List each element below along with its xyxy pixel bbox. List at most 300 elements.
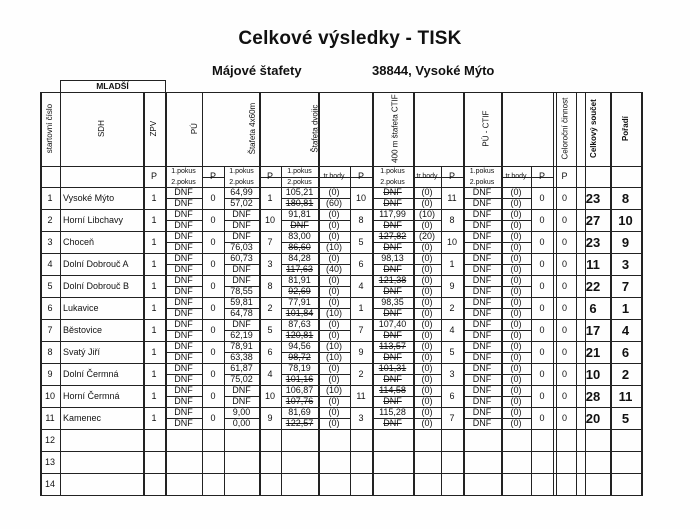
subheader-pokus1: 1.pokus (229, 168, 254, 175)
pu-ctif-attempt1: DNF (472, 209, 492, 219)
pu-ctif-attempt1: DNF (472, 187, 492, 197)
pu-ctif-points: 0 (539, 302, 545, 313)
stafeta4-attempt1: 61,87 (230, 363, 253, 373)
ctif-penalty1: (0) (421, 319, 433, 329)
dvojic-penalty2: (0) (328, 286, 340, 296)
pu-attempt1: DNF (174, 319, 193, 329)
pu-points: 0 (210, 412, 216, 423)
dvojic-attempt1: 105,21 (285, 187, 314, 197)
pu-ctif-penalty2: (0) (510, 198, 522, 208)
dvojic-attempt2: 122,57 (285, 418, 314, 428)
zpv-points: 1 (151, 192, 157, 203)
dvojic-points: 1 (358, 302, 364, 313)
subheader-pokus1: 1.pokus (287, 168, 312, 175)
pu-points: 0 (210, 390, 216, 401)
column-line (641, 92, 643, 496)
row-number: 12 (44, 434, 55, 445)
rank: 9 (621, 234, 630, 250)
dvojic-attempt2: 86,60 (288, 242, 311, 252)
ctif-attempt1: DNF (383, 187, 402, 197)
dvojic-points: 7 (358, 324, 364, 335)
dvojic-penalty2: (10) (325, 352, 342, 362)
subheader-p: P (448, 171, 455, 181)
stafeta4-attempt1: 59,81 (230, 297, 253, 307)
ctif-points: 1 (449, 258, 455, 269)
pu-ctif-points: 0 (539, 324, 545, 335)
row-number: 14 (44, 478, 55, 489)
dvojic-penalty1: (0) (328, 209, 340, 219)
dvojic-attempt2: 120,81 (285, 330, 314, 340)
rank: 8 (621, 190, 630, 206)
ctif-attempt1: 98,13 (381, 253, 404, 263)
ctif-attempt2: DNF (383, 198, 402, 208)
ctif-penalty2: (0) (421, 352, 433, 362)
pu-ctif-points: 0 (539, 192, 545, 203)
ctif-points: 10 (446, 236, 457, 247)
page-title: Celkové výsledky - TISK (238, 28, 462, 49)
pu-attempt1: DNF (174, 187, 193, 197)
pu-attempt2: DNF (174, 198, 193, 208)
pu-ctif-points: 0 (539, 412, 545, 423)
ctif-attempt1: 101,31 (378, 363, 407, 373)
pu-attempt2: DNF (174, 418, 193, 428)
pu-ctif-penalty1: (0) (510, 209, 522, 219)
dvojic-points: 11 (356, 390, 366, 401)
header-zpv (143, 92, 165, 166)
subheader-trbody: tr.body (323, 173, 345, 180)
stafeta4-attempt2: DNF (232, 264, 251, 274)
dvojic-penalty2: (0) (328, 418, 340, 428)
dvojic-attempt2: 101,84 (285, 308, 314, 318)
pu-points: 0 (210, 258, 216, 269)
dvojic-points: 8 (358, 214, 364, 225)
pu-ctif-penalty1: (0) (510, 231, 522, 241)
pu-ctif-points: 0 (539, 346, 545, 357)
pu-ctif-penalty2: (0) (510, 396, 522, 406)
dvojic-penalty1: (0) (328, 231, 340, 241)
subheader-p: P (150, 171, 157, 181)
pu-attempt1: DNF (174, 407, 193, 417)
ctif-points: 11 (447, 192, 457, 203)
rank: 6 (621, 344, 630, 360)
dvojic-attempt1: 77,91 (288, 297, 311, 307)
subheader-p: P (209, 171, 216, 181)
ctif-attempt2: DNF (383, 352, 402, 362)
ctif-penalty1: (0) (421, 253, 433, 263)
dvojic-attempt1: 84,28 (288, 253, 311, 263)
zpv-points: 1 (151, 236, 157, 247)
team-name: Choceň (63, 236, 95, 247)
row-number: 8 (47, 346, 53, 357)
pu-ctif-attempt1: DNF (472, 407, 492, 417)
stafeta4-attempt2: 75,02 (230, 374, 253, 384)
team-name: Vysoké Mýto (63, 192, 115, 203)
stafeta4-attempt2: 62,19 (230, 330, 253, 340)
dvojic-penalty1: (0) (328, 297, 340, 307)
zpv-points: 1 (151, 412, 157, 423)
zpv-points: 1 (151, 324, 157, 335)
total-sum: 20 (585, 410, 601, 426)
dvojic-attempt1: 94,56 (288, 341, 311, 351)
category-top-line (60, 80, 165, 81)
stafeta4-attempt2: 63,38 (230, 352, 253, 362)
pu-attempt2: DNF (174, 264, 193, 274)
stafeta4-attempt1: 64,99 (230, 187, 253, 197)
pu-points: 0 (210, 346, 216, 357)
subheader-p: P (538, 171, 545, 181)
pu-attempt1: DNF (174, 275, 193, 285)
stafeta4-points: 1 (267, 192, 273, 203)
ctif-points: 2 (449, 302, 455, 313)
pu-ctif-attempt1: DNF (472, 275, 492, 285)
stafeta4-attempt2: 57,02 (230, 198, 253, 208)
header-zpv-text: ZPV (149, 121, 159, 137)
rank: 5 (621, 410, 630, 426)
zpv-points: 1 (151, 214, 157, 225)
dvojic-attempt2: DNF (290, 220, 309, 230)
pu-ctif-penalty2: (0) (510, 220, 522, 230)
stafeta4-attempt1: DNF (232, 319, 251, 329)
pu-points: 0 (210, 192, 216, 203)
stafeta4-attempt1: DNF (232, 385, 251, 395)
total-sum: 23 (585, 234, 601, 250)
stafeta4-points: 6 (267, 346, 273, 357)
pu-attempt2: DNF (174, 374, 193, 384)
ctif-penalty2: (0) (421, 396, 433, 406)
row-number: 11 (45, 412, 55, 423)
rank: 7 (621, 278, 630, 294)
row-number: 3 (47, 236, 53, 247)
rank: 1 (621, 300, 630, 316)
pu-ctif-penalty2: (0) (510, 264, 522, 274)
dvojic-attempt1: 78,19 (288, 363, 311, 373)
ctif-attempt2: DNF (383, 396, 402, 406)
header-sdh (60, 92, 143, 166)
zpv-points: 1 (151, 302, 157, 313)
row-number: 9 (47, 368, 53, 379)
pu-ctif-attempt2: DNF (472, 308, 492, 318)
ctif-attempt1: 117,99 (379, 209, 406, 219)
total-sum: 27 (585, 212, 601, 228)
dvojic-attempt2: 98,72 (288, 352, 311, 362)
ctif-attempt1: 127,82 (378, 231, 407, 241)
header-celorocni (553, 92, 576, 166)
dvojic-penalty1: (0) (328, 363, 340, 373)
ctif-penalty1: (0) (421, 341, 433, 351)
dvojic-penalty2: (10) (325, 242, 342, 252)
total-sum: 21 (585, 344, 601, 360)
celorocni-points: 0 (561, 324, 567, 335)
event-name: Májové štafety (212, 63, 302, 78)
row-number: 5 (47, 280, 53, 291)
stafeta4-attempt2: 76,03 (230, 242, 253, 252)
pu-attempt2: DNF (174, 286, 193, 296)
stafeta4-attempt1: 9,00 (232, 407, 251, 417)
ctif-penalty2: (0) (421, 308, 433, 318)
dvojic-attempt2: 107,76 (285, 396, 314, 406)
team-name: Běstovice (63, 324, 103, 335)
pu-ctif-penalty1: (0) (510, 319, 522, 329)
pu-ctif-points: 0 (539, 214, 545, 225)
pu-attempt2: DNF (174, 242, 193, 252)
pu-attempt2: DNF (174, 396, 193, 406)
pu-ctif-attempt1: DNF (472, 253, 492, 263)
pu-ctif-penalty2: (0) (510, 308, 522, 318)
pu-ctif-points: 0 (539, 368, 545, 379)
pu-ctif-attempt2: DNF (472, 352, 492, 362)
pu-ctif-attempt1: DNF (472, 297, 492, 307)
ctif-penalty1: (0) (421, 407, 433, 417)
dvojic-penalty2: (10) (325, 308, 342, 318)
pu-ctif-attempt2: DNF (472, 220, 492, 230)
dvojic-attempt2: 92,69 (288, 286, 311, 296)
event-location: 38844, Vysoké Mýto (372, 63, 495, 78)
pu-ctif-points: 0 (539, 390, 545, 401)
dvojic-points: 2 (358, 368, 364, 379)
subheader-pokus2: 2.pokus (380, 178, 405, 186)
pu-ctif-penalty2: (0) (510, 286, 522, 296)
header-pu-ctif (441, 92, 531, 166)
ctif-attempt1: 98,35 (381, 297, 404, 307)
dvojic-penalty2: (0) (328, 374, 340, 384)
ctif-attempt2: DNF (383, 264, 402, 274)
stafeta4-attempt2: DNF (232, 220, 251, 230)
header-poradi-text: Pořadí (620, 116, 630, 142)
total-sum: 23 (585, 190, 601, 206)
header-soucet (576, 92, 610, 166)
pu-attempt1: DNF (174, 385, 193, 395)
pu-points: 0 (210, 302, 216, 313)
dvojic-points: 4 (358, 280, 364, 291)
team-name: Lukavice (63, 302, 99, 313)
celorocni-points: 0 (561, 236, 567, 247)
pu-ctif-penalty1: (0) (510, 341, 522, 351)
stafeta4-attempt2: 78,55 (230, 286, 253, 296)
ctif-penalty2: (0) (421, 242, 433, 252)
dvojic-attempt1: 81,69 (288, 407, 311, 417)
pu-ctif-penalty2: (0) (510, 418, 522, 428)
team-name: Dolní Dobrouč A (63, 258, 129, 269)
ctif-penalty2: (0) (421, 264, 433, 274)
pu-ctif-attempt2: DNF (472, 330, 492, 340)
total-sum: 6 (589, 300, 597, 316)
header-stafeta-4x60 (224, 92, 281, 166)
pu-ctif-attempt2: DNF (472, 396, 492, 406)
rank: 10 (618, 212, 633, 228)
pu-ctif-attempt2: DNF (472, 264, 492, 274)
subheader-p: P (561, 171, 568, 181)
pu-ctif-points: 0 (539, 258, 545, 269)
pu-points: 0 (210, 214, 216, 225)
header-start-number-text: startovní číslo (45, 104, 55, 154)
stafeta4-points: 3 (267, 258, 273, 269)
pu-attempt1: DNF (174, 209, 193, 219)
rank: 3 (621, 256, 630, 272)
zpv-points: 1 (151, 368, 157, 379)
pu-ctif-attempt2: DNF (472, 242, 492, 252)
celorocni-points: 0 (561, 302, 567, 313)
total-sum: 28 (585, 388, 601, 404)
row-line (40, 429, 641, 430)
category-right-line (165, 80, 166, 92)
celorocni-points: 0 (561, 412, 567, 423)
stafeta4-points: 9 (267, 412, 273, 423)
ctif-attempt2: DNF (383, 418, 402, 428)
dvojic-penalty1: (0) (328, 187, 340, 197)
pu-ctif-attempt1: DNF (472, 231, 492, 241)
pu-ctif-penalty1: (0) (510, 253, 522, 263)
pu-attempt2: DNF (174, 220, 193, 230)
ctif-penalty1: (20) (418, 231, 435, 241)
stafeta4-attempt2: 0,00 (232, 418, 251, 428)
ctif-attempt2: DNF (383, 330, 402, 340)
pu-ctif-attempt1: DNF (472, 385, 492, 395)
subheader-trbody: tr.body (416, 173, 438, 180)
ctif-attempt1: 107,40 (378, 319, 407, 329)
dvojic-attempt1: 91,81 (288, 209, 311, 219)
row-line (40, 451, 641, 452)
subheader-pokus1: 1.pokus (469, 168, 495, 175)
row-number: 10 (44, 390, 55, 401)
dvojic-points: 9 (358, 346, 364, 357)
row-line (40, 473, 641, 474)
row-number: 2 (47, 214, 53, 225)
header-stafeta-dvojic-text: Štafeta dvojic (310, 104, 320, 154)
stafeta4-attempt1: DNF (232, 275, 251, 285)
subheader-pokus1: 1.pokus (380, 168, 405, 175)
pu-attempt2: DNF (174, 308, 193, 318)
stafeta4-attempt2: DNF (232, 396, 251, 406)
ctif-points: 4 (449, 324, 455, 335)
pu-ctif-attempt2: DNF (472, 286, 492, 296)
pu-attempt1: DNF (174, 341, 193, 351)
ctif-penalty1: (10) (418, 209, 435, 219)
ctif-attempt1: 114,58 (379, 385, 406, 395)
ctif-points: 9 (449, 280, 455, 291)
pu-attempt1: DNF (174, 253, 193, 263)
total-sum: 22 (585, 278, 601, 294)
ctif-attempt2: DNF (383, 220, 402, 230)
ctif-attempt2: DNF (383, 374, 402, 384)
row-number: 1 (47, 192, 53, 203)
pu-points: 0 (210, 236, 216, 247)
dvojic-penalty1: (0) (328, 407, 340, 417)
celorocni-points: 0 (561, 258, 567, 269)
dvojic-penalty1: (0) (328, 319, 340, 329)
dvojic-attempt2: 101,16 (285, 374, 314, 384)
team-name: Kamenec (63, 412, 102, 423)
team-name: Dolní Čermná (63, 368, 119, 379)
pu-ctif-penalty2: (0) (510, 374, 522, 384)
rank: 4 (621, 322, 630, 338)
row-number: 7 (47, 324, 53, 335)
stafeta4-attempt1: DNF (232, 209, 251, 219)
dvojic-penalty2: (40) (325, 264, 342, 274)
header-soucet-text: Celkový součet (588, 99, 598, 159)
zpv-points: 1 (151, 258, 157, 269)
team-name: Horní Čermná (63, 390, 120, 401)
ctif-attempt1: 121,38 (378, 275, 407, 285)
celorocni-points: 0 (561, 192, 567, 203)
pu-ctif-penalty2: (0) (510, 352, 522, 362)
dvojic-points: 10 (355, 192, 366, 203)
category-label: MLADŠÍ (96, 80, 129, 91)
pu-attempt1: DNF (174, 231, 193, 241)
pu-points: 0 (210, 280, 216, 291)
pu-attempt1: DNF (174, 297, 193, 307)
stafeta4-points: 10 (264, 214, 275, 225)
dvojic-attempt1: 83,00 (288, 231, 311, 241)
ctif-penalty2: (0) (421, 198, 433, 208)
ctif-points: 5 (449, 346, 455, 357)
subheader-pokus2: 2.pokus (171, 178, 196, 186)
pu-ctif-attempt1: DNF (472, 363, 492, 373)
pu-ctif-penalty1: (0) (510, 275, 522, 285)
table-bottom-line (40, 495, 642, 496)
subheader-pokus2: 2.pokus (469, 178, 495, 186)
celorocni-points: 0 (561, 214, 567, 225)
dvojic-penalty2: (60) (325, 198, 342, 208)
team-name: Horní Libchavy (63, 214, 124, 225)
dvojic-penalty2: (0) (328, 396, 340, 406)
ctif-penalty1: (0) (421, 187, 433, 197)
stafeta4-points: 8 (267, 280, 273, 291)
zpv-points: 1 (151, 280, 157, 291)
header-pu-text: PÚ (189, 123, 199, 135)
ctif-penalty2: (0) (421, 330, 433, 340)
header-400m-ctif-text: 400 m štafeta CTIF (390, 94, 400, 164)
stafeta4-points: 2 (267, 302, 273, 313)
ctif-penalty2: (0) (421, 286, 433, 296)
header-start-number (40, 92, 60, 166)
ctif-penalty1: (0) (421, 297, 433, 307)
row-number: 13 (44, 456, 55, 467)
celorocni-points: 0 (561, 368, 567, 379)
pu-attempt1: DNF (174, 363, 193, 373)
row-number: 4 (47, 258, 53, 269)
ctif-penalty2: (0) (421, 418, 433, 428)
pu-ctif-penalty1: (0) (510, 385, 522, 395)
stafeta4-points: 10 (264, 390, 275, 401)
pu-ctif-penalty1: (0) (510, 363, 522, 373)
zpv-points: 1 (151, 390, 157, 401)
header-celorocni-text: Celoroční činnost (559, 98, 569, 160)
pu-ctif-attempt2: DNF (472, 198, 492, 208)
stafeta4-attempt2: 64,78 (230, 308, 253, 318)
dvojic-attempt1: 81,91 (288, 275, 311, 285)
header-poradi (610, 92, 641, 166)
ctif-penalty1: (0) (421, 385, 433, 395)
pu-ctif-attempt1: DNF (472, 341, 492, 351)
celorocni-points: 0 (561, 280, 567, 291)
subheader-pokus2: 2.pokus (287, 178, 312, 186)
ctif-points: 7 (449, 412, 455, 423)
dvojic-penalty1: (10) (325, 385, 342, 395)
team-name: Dolní Dobrouč B (63, 280, 130, 291)
pu-ctif-points: 0 (539, 236, 545, 247)
pu-ctif-penalty1: (0) (510, 297, 522, 307)
pu-attempt2: DNF (174, 352, 193, 362)
ctif-attempt2: DNF (383, 286, 402, 296)
header-sdh-text: SDH (96, 120, 106, 138)
rank: 2 (621, 366, 630, 382)
dvojic-attempt1: 106,87 (285, 385, 314, 395)
header-pu-ctif-text: PÚ - CTIF (481, 111, 491, 147)
celorocni-points: 0 (561, 346, 567, 357)
dvojic-points: 5 (358, 236, 364, 247)
total-sum: 11 (586, 256, 600, 272)
celorocni-points: 0 (561, 390, 567, 401)
